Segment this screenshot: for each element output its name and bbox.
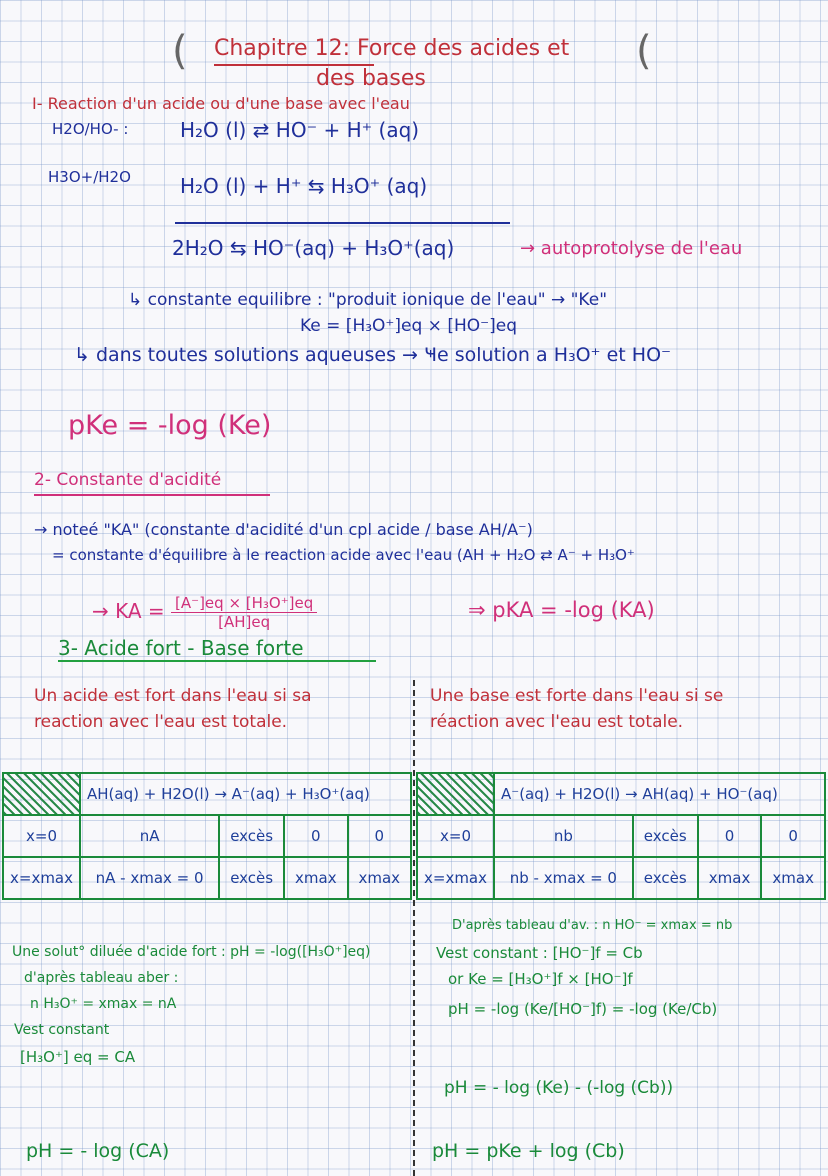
table-cell: xmax	[348, 857, 411, 899]
strong-base-def-2: réaction avec l'eau est totale.	[430, 712, 684, 732]
table-row	[3, 773, 411, 815]
table-row	[417, 773, 825, 815]
table-cell: nA	[80, 815, 219, 857]
page-title: Chapitre 12: Force des acides et	[214, 36, 570, 61]
acid-volume-constant: Vest constant	[14, 1022, 110, 1038]
table-corner	[3, 773, 80, 815]
table-cell: nA - xmax = 0	[80, 857, 219, 899]
section3-title: 3- Acide fort - Base forte	[58, 636, 304, 660]
table-cell: x=0	[417, 815, 494, 857]
ke-definition: ↳ constante equilibre : "produit ionique de l'eau" → "Ke"	[128, 290, 608, 310]
base-ph-formula: pH = pKe + log (Cb)	[432, 1140, 625, 1162]
pke-formula: pKe = -log (Ke)	[68, 410, 272, 441]
table-cell: excès	[633, 857, 698, 899]
table-cell: excès	[219, 857, 284, 899]
table-cell: x=xmax	[3, 857, 80, 899]
table-row	[3, 857, 411, 899]
couple-h3o-h2o: H3O+/H2O	[48, 168, 131, 186]
section2-title: 2- Constante d'acidité	[34, 470, 222, 490]
table-cell: xmax	[761, 857, 825, 899]
table-row	[3, 815, 411, 857]
strong-acid-def-1: Un acide est fort dans l'eau si sa	[34, 686, 312, 706]
ka-label: → KA =	[92, 599, 165, 623]
equation-sum-rule	[175, 222, 510, 224]
table-cell: excès	[219, 815, 284, 857]
ka-definition-line: = constante d'équilibre à le reaction acide avec l'eau (AH + H₂O ⇄ A⁻ + H₃O⁺	[52, 546, 635, 564]
table-cell: nb - xmax = 0	[494, 857, 633, 899]
table-cell: x=0	[3, 815, 80, 857]
acid-reaction-header: AH(aq) + H2O(l) → A⁻(aq) + H₃O⁺(aq)	[80, 773, 411, 815]
couple-h2o-ho: H2O/HO- :	[52, 120, 129, 138]
autoprotolyse-note: → autoprotolyse de l'eau	[520, 238, 743, 259]
ka-denominator: [AH]eq	[218, 613, 271, 631]
table-cell: xmax	[284, 857, 347, 899]
table-row	[417, 857, 825, 899]
base-ph-expanded: pH = - log (Ke) - (-log (Cb))	[444, 1078, 674, 1098]
table-cell: excès	[633, 815, 698, 857]
table-corner	[417, 773, 494, 815]
ka-notation-line: → noteé "KA" (constante d'acidité d'un cpl acide / base AH/A⁻)	[34, 520, 533, 539]
table-cell: 0	[761, 815, 825, 857]
ka-fraction	[171, 594, 317, 631]
base-table-ref: D'après tableau d'av. : n HO⁻ = xmax = nb	[452, 918, 733, 933]
section3-underline	[58, 660, 376, 662]
table-cell: xmax	[698, 857, 762, 899]
acid-table-ref: d'après tableau aber :	[24, 970, 179, 986]
title-paren-left: (	[172, 28, 188, 74]
acid-progress-table	[2, 772, 412, 900]
ka-formula	[92, 594, 317, 631]
table-cell: 0	[284, 815, 347, 857]
aqueous-solutions-line: ↳ dans toutes solutions aqueuses → Ҹe solution a H₃O⁺ et HO⁻	[74, 344, 672, 366]
table-cell: 0	[348, 815, 411, 857]
table-cell: 0	[698, 815, 762, 857]
table-row	[417, 815, 825, 857]
acid-ph-formula: pH = - log (CA)	[26, 1140, 170, 1162]
strong-base-def-1: Une base est forte dans l'eau si se	[430, 686, 724, 706]
section1-title: I- Reaction d'un acide ou d'une base avec l'eau	[32, 94, 410, 113]
page-title-line2: des bases	[316, 66, 426, 91]
base-volume-constant: Vest constant : [HO⁻]f = Cb	[436, 944, 643, 962]
strong-acid-def-2: reaction avec l'eau est totale.	[34, 712, 288, 732]
dilute-acid-line: Une solut° diluée d'acide fort : pH = -log([H₃O⁺]eq)	[12, 944, 371, 960]
ke-formula: Ke = [H₃O⁺]eq × [HO⁻]eq	[300, 316, 517, 336]
equation-3: 2H₂O ⇆ HO⁻(aq) + H₃O⁺(aq)	[172, 236, 455, 260]
base-ke-relation: or Ke = [H₃O⁺]f × [HO⁻]f	[448, 970, 633, 988]
base-reaction-header: A⁻(aq) + H2O(l) → AH(aq) + HO⁻(aq)	[494, 773, 825, 815]
table-cell: nb	[494, 815, 633, 857]
equation-1: H₂O (l) ⇄ HO⁻ + H⁺ (aq)	[180, 118, 420, 142]
base-progress-table	[416, 772, 826, 900]
pka-formula: ⇒ pKA = -log (KA)	[468, 598, 655, 622]
acid-n-h3o: n H₃O⁺ = xmax = nA	[30, 996, 177, 1012]
equation-2: H₂O (l) + H⁺ ⇆ H₃O⁺ (aq)	[180, 174, 428, 198]
title-paren-right: (	[636, 28, 652, 74]
base-ph-derivation: pH = -log (Ke/[HO⁻]f) = -log (Ke/Cb)	[448, 1000, 718, 1018]
column-divider	[413, 680, 415, 1176]
section2-underline	[34, 494, 270, 496]
table-cell: x=xmax	[417, 857, 494, 899]
ka-numerator: [A⁻]eq × [H₃O⁺]eq	[171, 594, 317, 613]
acid-concentration: [H₃O⁺] eq = CA	[20, 1048, 136, 1066]
